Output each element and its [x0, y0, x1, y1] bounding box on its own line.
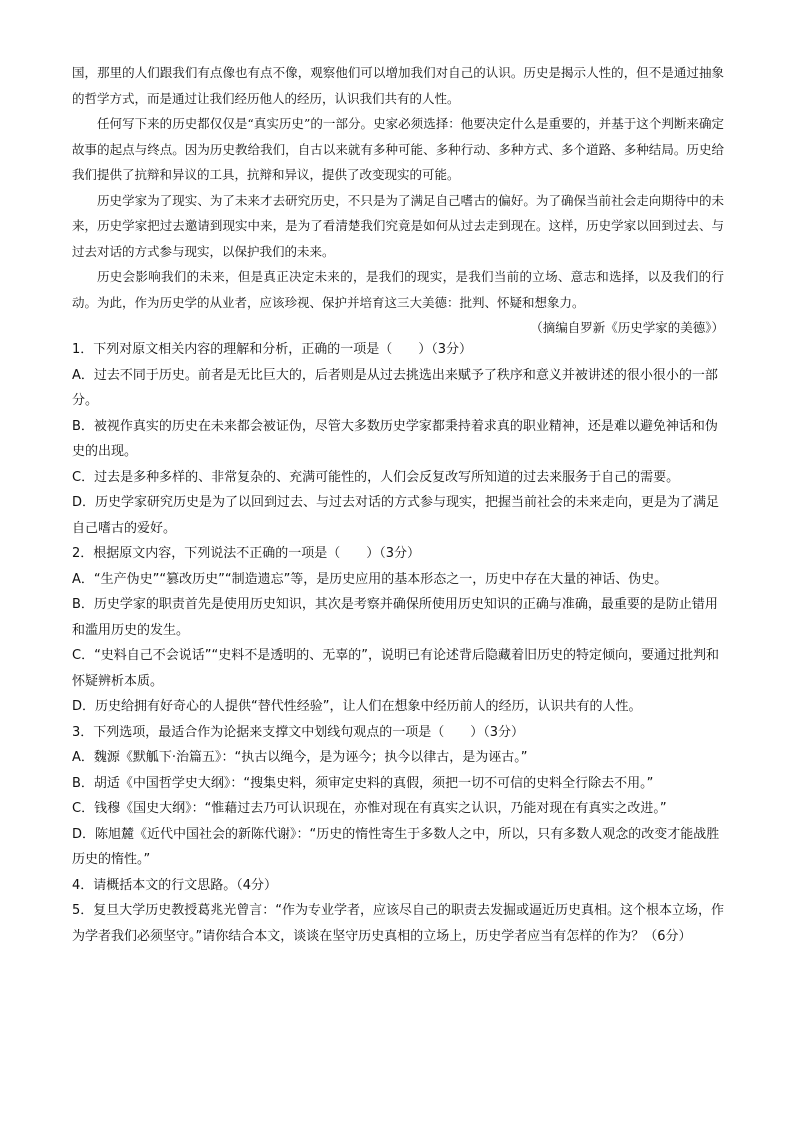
option-b: B．胡适《中国哲学史大纲》：“搜集史料，须审定史料的真假，须把一切不可信的史料全行除去不用。”	[72, 775, 654, 791]
question-5	[72, 898, 724, 949]
reading-passage	[72, 60, 724, 341]
option-d: D．历史给拥有好奇心的人提供“替代性经验”，让人们在想象中经历前人的经历，认识共有的人性。	[72, 699, 642, 714]
option-a: A．过去不同于历史。前者是无比巨大的，后者则是从过去挑选出来赋予了秩序和意义并被讲述的很小很小的一部分。	[72, 367, 718, 408]
passage-paragraph: 历史会影响我们的未来，但是真正决定未来的，是我们的现实，是我们当前的立场、意志和选择，以及我们的行动。为此，作为历史学的从业者，应该珍视、保护并培育这三大美德：批判、怀疑和想象力。	[72, 269, 724, 310]
question-stem: 3．下列选项，最适合作为论据来支撑文中划线句观点的一项是（ ）（3分）	[72, 724, 525, 740]
option-c: C．过去是多种多样的、非常复杂的、充满可能性的，人们会反复改写所知道的过去来服务于自己的需要。	[72, 469, 680, 485]
question-1	[72, 337, 724, 541]
question-3	[72, 720, 724, 873]
question-stem: 4．请概括本文的行文思路。（4分）	[72, 877, 278, 893]
passage-paragraph: 国，那里的人们跟我们有点像也有点不像，观察他们可以增加我们对自己的认识。历史是揭示人性的，但不是通过抽象的哲学方式，而是通过让我们经历他人的经历，认识我们共有的人性。	[72, 65, 724, 106]
passage-source: （摘编自罗新《历史学家的美德》）	[530, 320, 724, 335]
option-a: A．魏源《默觚下·治篇五》：“执古以绳今，是为诬今；执今以律古，是为诬古。”	[72, 750, 528, 765]
question-stem: 2．根据原文内容，下列说法不正确的一项是（ ）（3分）	[72, 546, 421, 561]
question-4	[72, 873, 724, 899]
passage-paragraph: 历史学家为了现实、为了未来才去研究历史，不只是为了满足自己嗜古的偏好。为了确保当前社会走向期待中的未来，历史学家把过去邀请到现实中来，是为了看清楚我们究竟是如何从过去走到现在。这样，历史学家以回到过去、与过去对话的方式参与现实，以保护我们的未来。	[72, 192, 724, 259]
option-a: A．“生产伪史”“篡改历史”“制造遗忘”等，是历史应用的基本形态之一，历史中存在大量的神话、伪史。	[72, 571, 668, 587]
option-b: B．被视作真实的历史在未来都会被证伪，尽管大多数历史学家都秉持着求真的职业精神，还是难以避免神话和伪史的出现。	[72, 418, 718, 459]
question-list	[72, 337, 724, 949]
question-stem: 5．复旦大学历史教授葛兆光曾言：“作为专业学者，应该尽自己的职责去发掘或逼近历史真相。这个根本立场，作为学者我们必须坚守。”请你结合本文，谈谈在坚守历史真相的立场上，历史学者应当有怎样的作为？（6分）	[72, 903, 725, 944]
passage-paragraph: 任何写下来的历史都仅仅是“真实历史”的一部分。史家必须选择：他要决定什么是重要的，并基于这个判断来确定故事的起点与终点。因为历史教给我们，自古以来就有多种可能、多种行动、多种方式、多个道路、多种结局。历史给我们提供了抗辩和异议的工具，抗辩和异议，提供了改变现实的可能。	[72, 116, 724, 182]
question-2	[72, 541, 724, 720]
option-b: B．历史学家的职责首先是使用历史知识，其次是考察并确保所使用历史知识的正确与准确，最重要的是防止错用和滥用历史的发生。	[72, 597, 718, 638]
option-d: D．历史学家研究历史是为了以回到过去、与过去对话的方式参与现实，把握当前社会的未来走向，更是为了满足自己嗜古的爱好。	[72, 495, 720, 536]
option-d: D．陈旭麓《近代中国社会的新陈代谢》：“历史的惰性寄生于多数人之中，所以，只有多数人观念的改变才能战胜历史的惰性。”	[72, 826, 720, 867]
question-stem: 1．下列对原文相关内容的理解和分析，正确的一项是（ ）（3分）	[72, 342, 473, 357]
option-c: C．“史料自己不会说话”“史料不是透明的、无辜的”，说明已有论述背后隐藏着旧历史的特定倾向，要通过批判和怀疑辨析本质。	[72, 648, 720, 689]
option-c: C．钱穆《国史大纲》：“惟藉过去乃可认识现在，亦惟对现在有真实之认识，乃能对现在有真实之改进。”	[72, 801, 667, 816]
